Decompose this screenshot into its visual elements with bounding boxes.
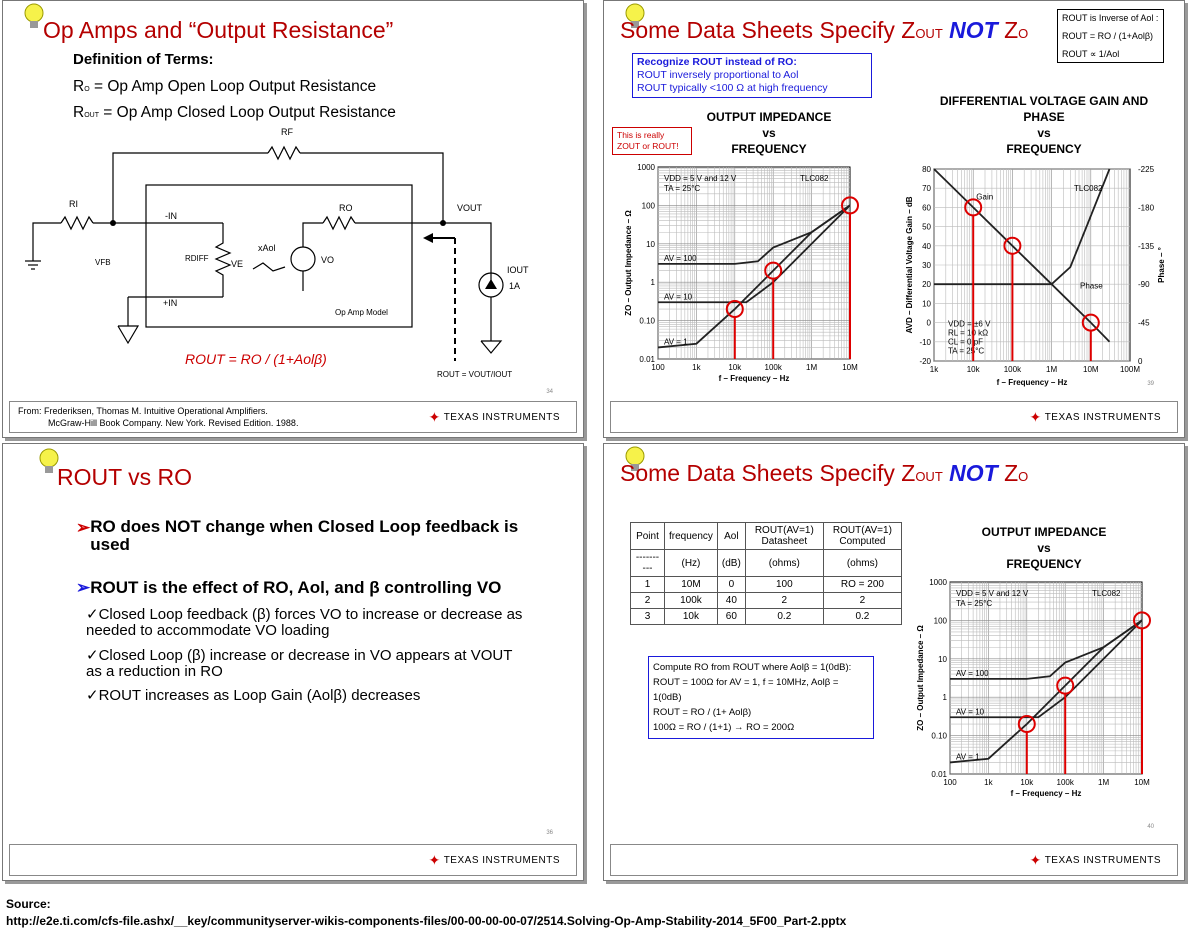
x-tick-label: 1k — [692, 363, 701, 372]
slide-op-amps-output-resistance — [2, 0, 584, 438]
really-zout-note: This is really ZOUT or ROUT! — [612, 127, 692, 155]
ti-logo: ✦ TEXAS INSTRUMENTS — [428, 409, 560, 425]
slide-footer — [9, 844, 577, 876]
table-header: ROUT(AV=1) Computed — [823, 523, 901, 550]
y-tick-label: 1000 — [929, 578, 947, 587]
table-cell: (Hz) — [664, 550, 717, 577]
sub-bullet-3: ✓ROUT increases as Loop Gain (Aolβ) decreases — [86, 687, 421, 704]
condition-label: TA = 25°C — [948, 346, 985, 356]
table-row: 1 10M 0 100 RO = 200 — [631, 577, 902, 593]
x-tick-label: 1k — [929, 365, 939, 374]
series-label: AV = 1 — [956, 752, 980, 762]
xaol-label: xAol — [258, 243, 276, 253]
series-label: AV = 100 — [664, 253, 697, 263]
ri-label: RI — [69, 199, 78, 209]
ro-label: RO — [339, 203, 353, 213]
x-tick-label: 10k — [728, 363, 742, 372]
x-tick-label: 100 — [651, 363, 665, 372]
ti-logo: ✦ TEXAS INSTRUMENTS — [428, 852, 560, 868]
table-cell: ---------- — [631, 550, 665, 577]
y-tick-label: 80 — [922, 165, 931, 174]
sub-bullet-2: ✓Closed Loop (β) increase or decrease in VO appears at VOUT as a reduction in RO — [86, 647, 513, 680]
table-header: frequency — [664, 523, 717, 550]
slide-zout-table — [603, 443, 1185, 881]
table-cell: (ohms) — [823, 550, 901, 577]
x-axis-label: f – Frequency – Hz — [1010, 789, 1082, 798]
y-tick-label: 40 — [922, 241, 931, 251]
vfb-label: VFB — [95, 258, 111, 267]
ro-definition: RO = Op Amp Open Loop Output Resistance — [73, 78, 377, 95]
bullet-rout: ➢ROUT is the effect of RO, Aol, and β controlling VO — [76, 578, 502, 597]
iout-value: 1A — [509, 281, 521, 291]
x-tick-label: 10M — [1134, 778, 1150, 787]
ti-logo-icon: ✦ — [428, 852, 441, 868]
annotation: TLC082 — [800, 174, 829, 183]
source-footer: Source: http://e2e.ti.com/cfs-file.ashx/__key/communityserver-wikis-components-files/00-00-00-00-07/2514.Solving-Op-Amp-Stability-2014_5F00_Part-2.pptx — [6, 897, 847, 928]
slide-title: Some Data Sheets Specify ZOUT NOT ZO — [620, 17, 1029, 43]
slide-title: Some Data Sheets Specify ZOUT NOT ZO — [620, 460, 1029, 486]
y-tick-label: 0 — [926, 318, 931, 328]
slide-title: ROUT vs RO — [57, 464, 193, 490]
op-amp-model-schematic — [13, 121, 553, 381]
y2-tick-label: -45 — [1138, 318, 1150, 328]
y-tick-label: 1 — [650, 278, 655, 288]
annotation: TLC082 — [1092, 589, 1121, 598]
rout-inverse-aol-box: ROUT is Inverse of Aol : ROUT = RO / (1+Aolβ) ROUT ∝ 1/Aol — [1057, 9, 1164, 63]
y-tick-label: 0.10 — [639, 316, 655, 326]
x-tick-label: 10M — [1083, 365, 1099, 374]
y2-tick-label: 0 — [1138, 357, 1143, 366]
x-tick-label: 1k — [984, 778, 993, 787]
y-axis-label: ZO – Output Impedance – Ω — [916, 625, 925, 731]
page-number: 34 — [546, 389, 553, 395]
sub-bullet-1: ✓Closed Loop feedback (β) forces VO to increase or decrease as needed to accommodate VO loading — [86, 606, 523, 639]
annotation: TA = 25°C — [664, 184, 701, 193]
rout-eq-label: ROUT = VOUT/IOUT — [437, 370, 513, 379]
lightbulb-icon — [23, 3, 45, 31]
chart3-title: OUTPUT IMPEDANCE vs FREQUENCY — [981, 525, 1107, 571]
ti-logo: ✦ TEXAS INSTRUMENTS — [1029, 852, 1161, 868]
bullet-arrow-icon: ➢ — [76, 578, 91, 597]
y-tick-label: 70 — [922, 184, 931, 194]
ti-logo: ✦ TEXAS INSTRUMENTS — [1029, 409, 1161, 425]
page-number: 39 — [1147, 381, 1154, 387]
y-tick-label: 30 — [922, 261, 931, 270]
annotation: VDD = 5 V and 12 V — [956, 589, 1029, 598]
rout-table — [630, 522, 902, 625]
table-header: Aol — [717, 523, 745, 550]
slide-rout-vs-ro — [2, 443, 584, 881]
x-tick-label: 100 — [943, 778, 957, 787]
y-tick-label: 1 — [942, 693, 947, 703]
y-tick-label: -10 — [919, 337, 931, 347]
chart2-title: DIFFERENTIAL VOLTAGE GAIN AND PHASE vs FREQUENCY — [939, 94, 1149, 156]
rout-formula: ROUT = RO / (1+Aolβ) — [185, 351, 327, 367]
minus-in-label: -IN — [165, 211, 177, 221]
x-axis-label: f – Frequency – Hz — [718, 374, 790, 383]
y-tick-label: 20 — [922, 280, 931, 290]
y-tick-label: -20 — [919, 357, 931, 366]
y-tick-label: 0.01 — [931, 770, 947, 779]
x-tick-label: 1M — [1098, 778, 1110, 787]
y-axis-label: ZO – Output Impedance – Ω — [624, 210, 633, 316]
series-label: AV = 1 — [664, 337, 688, 347]
series-label: AV = 100 — [956, 668, 989, 678]
y-tick-label: 0.01 — [639, 355, 655, 364]
table-row: 3 10k 60 0.2 0.2 — [631, 609, 902, 625]
gain-label: Gain — [976, 192, 994, 202]
page-number: 40 — [1147, 824, 1154, 830]
y-axis-label: AVD – Differential Voltage Gain – dB — [905, 196, 914, 334]
x-tick-label: 1M — [1046, 365, 1058, 374]
y2-tick-label: -225 — [1138, 165, 1155, 174]
annotation: VDD = 5 V and 12 V — [664, 174, 737, 183]
x-tick-label: 100k — [1056, 778, 1074, 787]
y-tick-label: 100 — [641, 201, 655, 211]
y-tick-label: 100 — [933, 616, 947, 626]
x-tick-label: 10k — [1020, 778, 1034, 787]
slide-title: Op Amps and “Output Resistance” — [43, 17, 394, 43]
y2-tick-label: -135 — [1138, 241, 1155, 251]
bullet-ro: ➢RO does NOT change when Closed Loop feedback is used — [76, 517, 519, 554]
condition-label: VDD = ±6 V — [948, 319, 991, 329]
series-label: AV = 10 — [956, 707, 985, 717]
iout-label: IOUT — [507, 265, 529, 275]
y-tick-label: 10 — [646, 239, 655, 249]
x-tick-label: 100k — [764, 363, 782, 372]
series-label: AV = 10 — [664, 292, 693, 302]
slide-zout-not-zo — [603, 0, 1185, 438]
y2-axis-label: Phase – ° — [1157, 247, 1166, 283]
output-impedance-chart — [904, 574, 1174, 809]
y-tick-label: 60 — [922, 203, 931, 213]
slide-footer — [610, 401, 1178, 433]
chart1-title: OUTPUT IMPEDANCE vs FREQUENCY — [706, 110, 832, 156]
vout-label: VOUT — [457, 203, 483, 213]
condition-label: CL = 0 pF — [948, 337, 984, 347]
y2-tick-label: -90 — [1138, 280, 1150, 290]
recognize-rout-note: Recognize ROUT instead of RO: ROUT inversely proportional to Aol ROUT typically <100 Ω at high frequency — [632, 53, 872, 98]
annotation: TLC082 — [1074, 184, 1103, 193]
vo-label: VO — [321, 255, 335, 265]
y-tick-label: 1000 — [637, 163, 655, 172]
y-tick-label: 10 — [922, 299, 931, 309]
page-number: 36 — [546, 830, 553, 836]
condition-label: RL = 10 kΩ — [948, 328, 989, 338]
y-tick-label: 10 — [938, 654, 947, 664]
bullet-arrow-icon: ➢ — [76, 518, 91, 537]
y-tick-label: 50 — [922, 222, 931, 232]
rf-label: RF — [281, 127, 293, 137]
y-tick-label: 0.10 — [931, 731, 947, 741]
gain-phase-chart — [904, 159, 1184, 391]
table-cell: (ohms) — [745, 550, 823, 577]
output-impedance-chart — [612, 159, 872, 391]
ti-logo-icon: ✦ — [1029, 409, 1042, 425]
ve-label: VE — [231, 259, 244, 269]
annotation: TA = 25°C — [956, 599, 993, 608]
table-cell: (dB) — [717, 550, 745, 577]
table-header: Point — [631, 523, 665, 550]
table-row: 2 100k 40 2 2 — [631, 593, 902, 609]
op-amp-model-label: Op Amp Model — [335, 308, 388, 317]
x-axis-label: f – Frequency – Hz — [996, 378, 1068, 387]
x-tick-label: 100k — [1003, 365, 1022, 374]
y2-tick-label: -180 — [1138, 203, 1155, 213]
x-tick-label: 10k — [966, 365, 980, 374]
table-header: ROUT(AV=1) Datasheet — [745, 523, 823, 550]
compute-ro-box: Compute RO from ROUT where Aolβ = 1(0dB): ROUT = 100Ω for AV = 1, f = 10MHz, Aolβ = 1(0dB) ROUT = RO / (1+ Aolβ) 100Ω = RO / (1+1) → RO = 200Ω — [648, 656, 874, 739]
x-tick-label: 1M — [806, 363, 818, 372]
phase-label: Phase — [1080, 281, 1103, 291]
rout-definition: ROUT = Op Amp Closed Loop Output Resistance — [73, 104, 396, 121]
x-tick-label: 10M — [842, 363, 858, 372]
slide-footer — [9, 401, 577, 433]
ti-logo-icon: ✦ — [428, 409, 441, 425]
x-tick-label: 100M — [1119, 365, 1141, 374]
source-citation: From: Frederiksen, Thomas M. Intuitive Operational Amplifiers. McGraw-Hill Book Company. New York. Revised Edition. 1988. — [18, 406, 299, 428]
rdiff-label: RDIFF — [185, 254, 209, 263]
ti-logo-icon: ✦ — [1029, 852, 1042, 868]
definition-heading: Definition of Terms: — [73, 51, 214, 68]
slide-footer — [610, 844, 1178, 876]
plus-in-label: +IN — [163, 298, 178, 308]
